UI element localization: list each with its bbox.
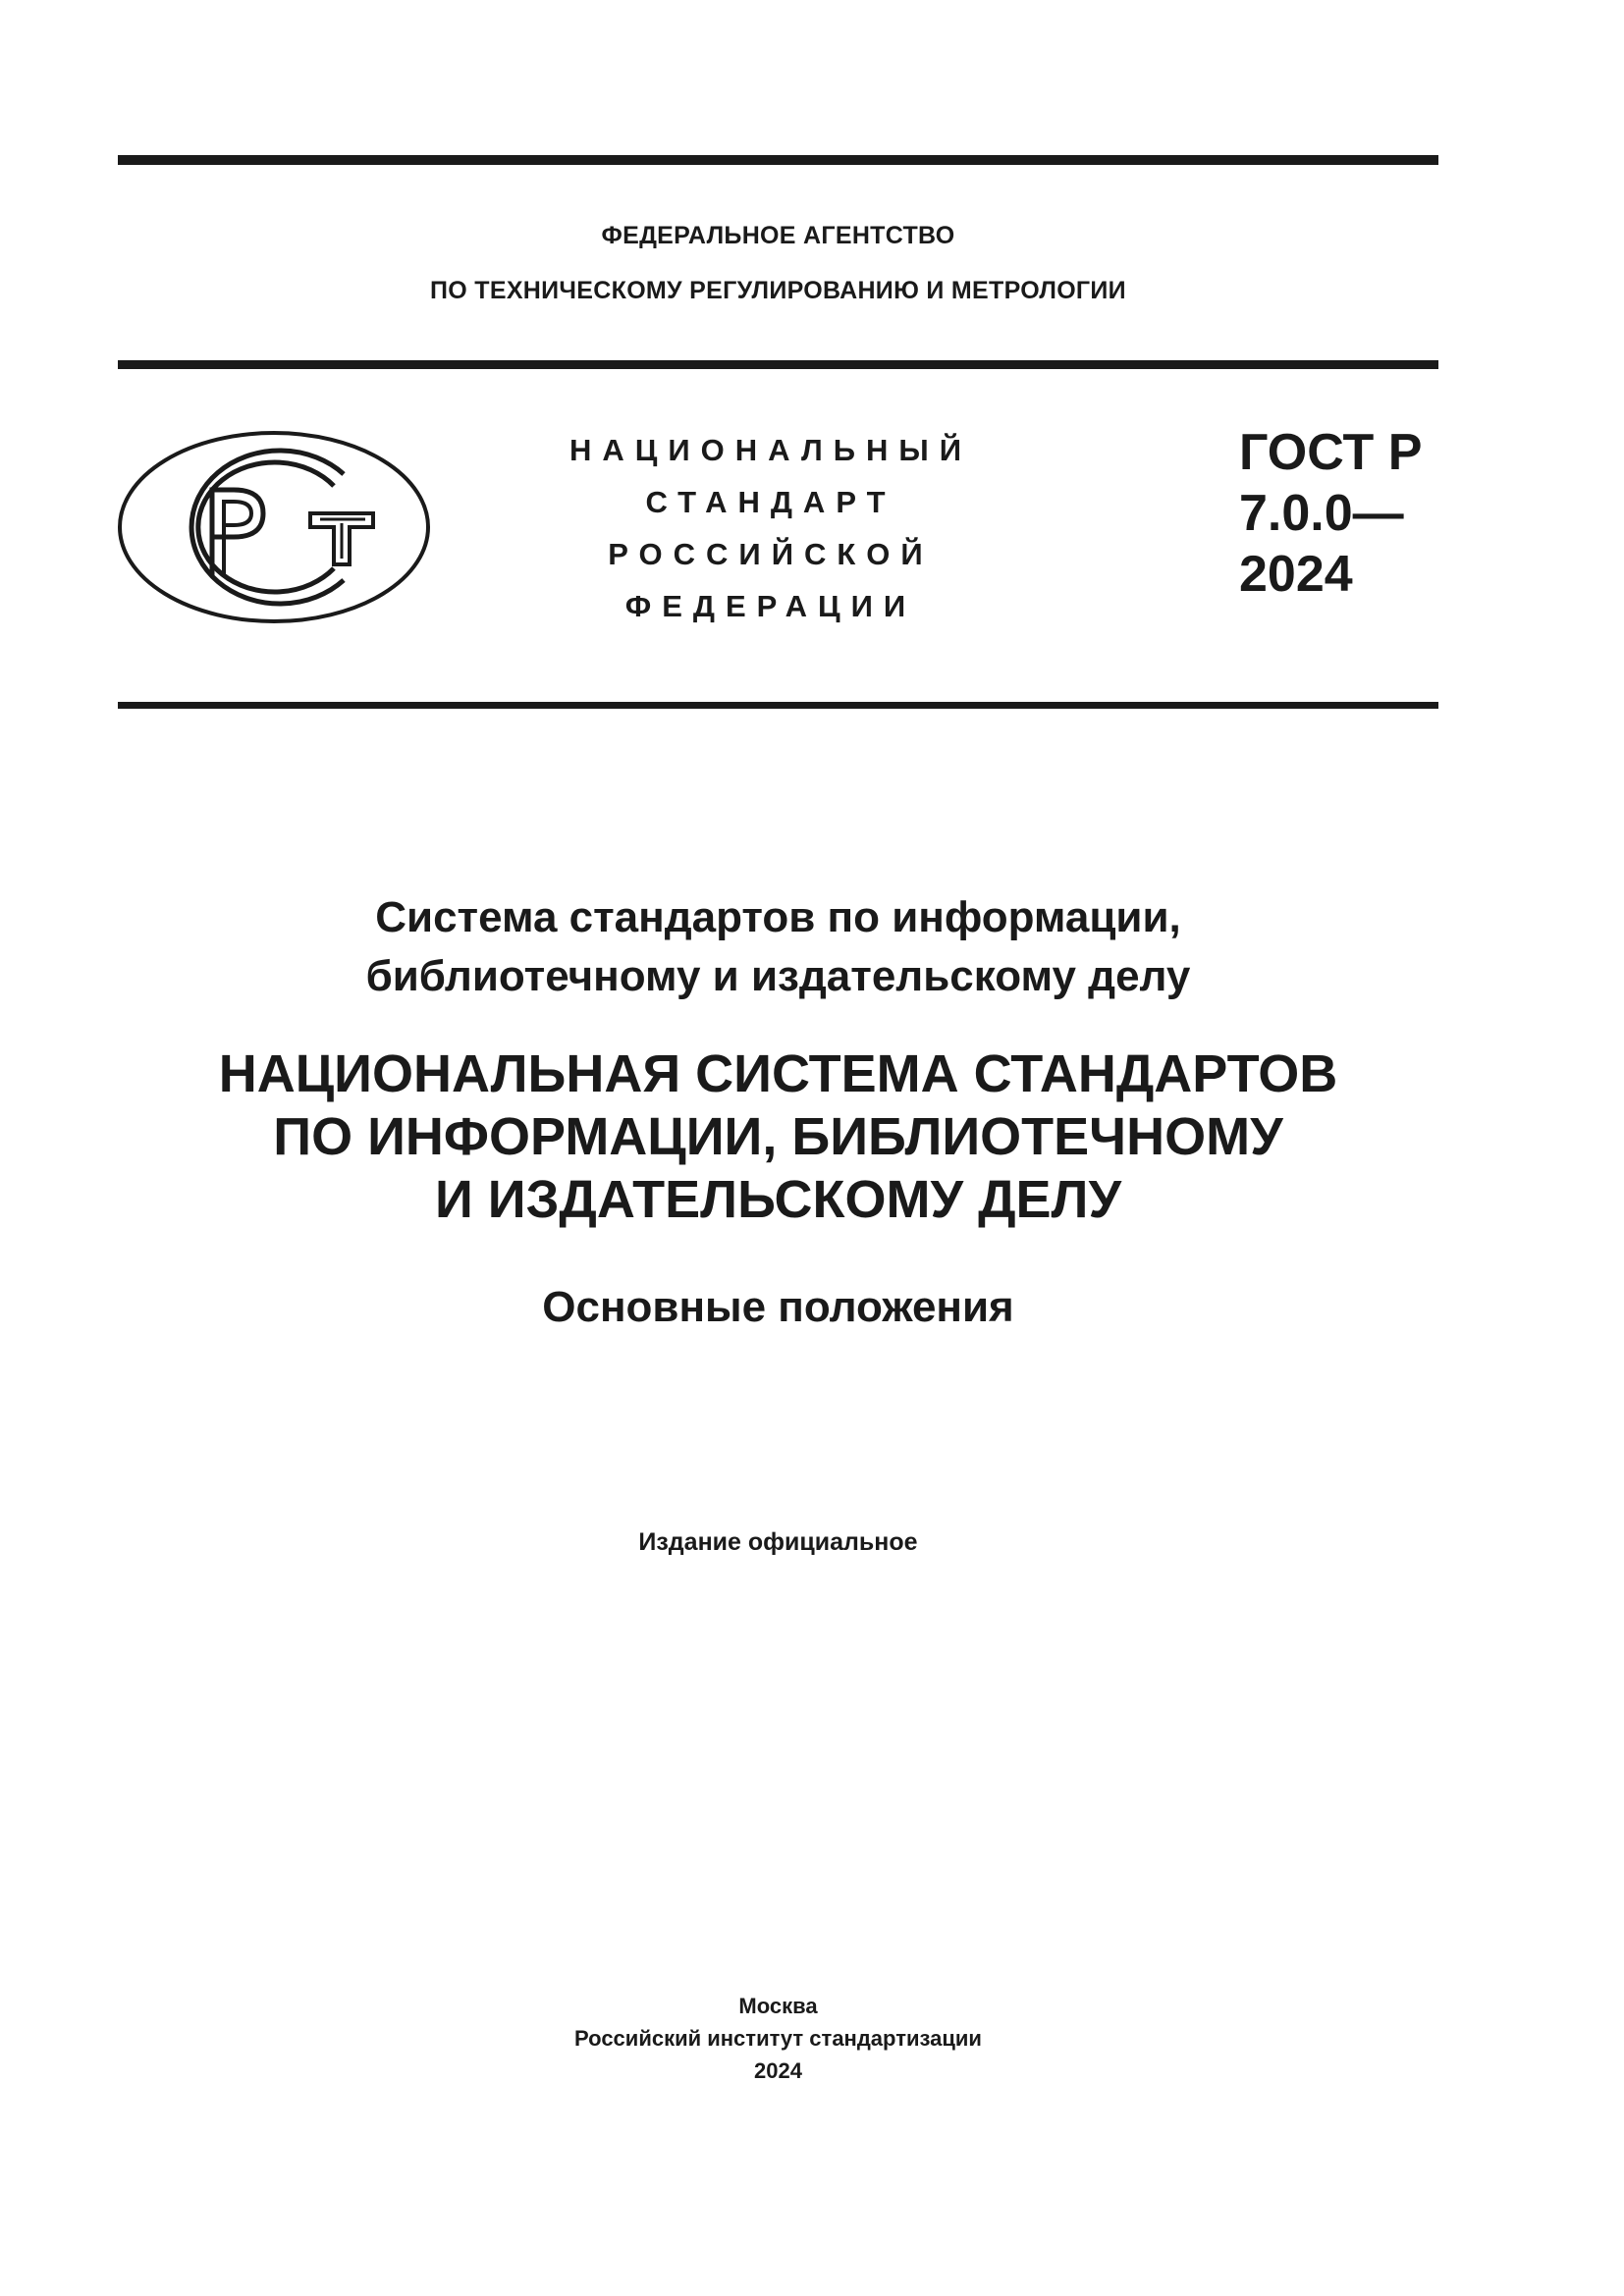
rst-logo: [116, 429, 432, 625]
designation-line: 7.0.0—: [1239, 485, 1404, 542]
document-subtitle: Основные положения: [542, 1283, 1014, 1331]
standard-designation: [1239, 422, 1422, 605]
imprint-year: 2024: [754, 2058, 802, 2083]
designation-line: ГОСТ Р: [1239, 424, 1423, 481]
agency-name-line-1: ФЕДЕРАЛЬНОЕ АГЕНТСТВО: [601, 222, 955, 249]
publisher-imprint: [118, 1990, 1438, 2087]
document-title-line: И ИЗДАТЕЛЬСКОМУ ДЕЛУ: [434, 1170, 1122, 1229]
designation-line: 2024: [1239, 546, 1353, 603]
document-title-line: НАЦИОНАЛЬНАЯ СИСТЕМА СТАНДАРТОВ: [218, 1044, 1338, 1103]
imprint-publisher: Российский институт стандартизации: [574, 2026, 982, 2051]
document-title-line: ПО ИНФОРМАЦИИ, БИБЛИОТЕЧНОМУ: [273, 1107, 1283, 1166]
document-title: [118, 1042, 1438, 1231]
imprint-city: Москва: [738, 1994, 818, 2018]
national-standard-line: ФЕДЕРАЦИИ: [624, 589, 917, 623]
national-standard-line: РОССИЙСКОЙ: [608, 537, 934, 571]
edition-note: Издание официальное: [638, 1528, 918, 1556]
series-title-line: Система стандартов по информации,: [375, 893, 1181, 941]
middle-divider: [118, 360, 1438, 369]
agency-name-line-2: ПО ТЕХНИЧЕСКОМУ РЕГУЛИРОВАНИЮ И МЕТРОЛОГИИ: [430, 277, 1126, 304]
national-standard-line: СТАНДАРТ: [645, 485, 896, 519]
series-title-line: библиотечному и издательскому делу: [365, 952, 1191, 1000]
bottom-divider: [118, 702, 1438, 709]
top-divider: [118, 155, 1438, 165]
series-title: [118, 888, 1438, 1006]
national-standard-line: НАЦИОНАЛЬНЫЙ: [568, 433, 973, 467]
national-standard-label: [545, 424, 997, 632]
